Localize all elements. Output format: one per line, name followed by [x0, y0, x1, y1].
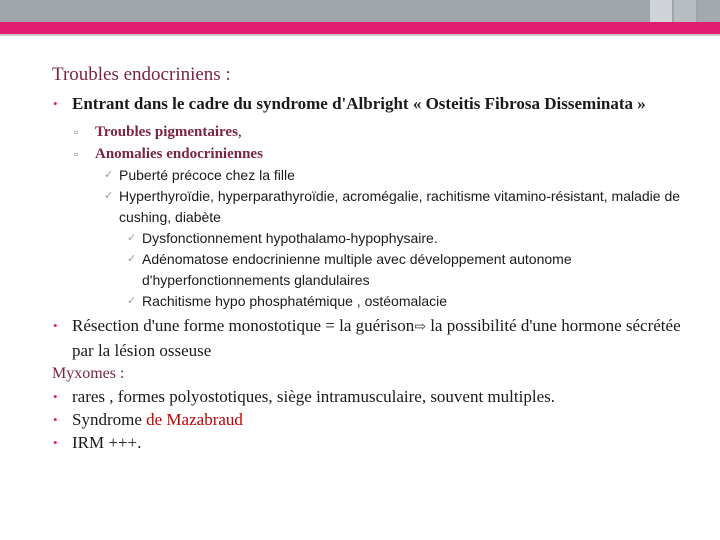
- list-item: [52, 92, 702, 115]
- list-item: [52, 228, 702, 249]
- check-icon: ✓: [127, 253, 137, 265]
- item-text: ,: [237, 124, 242, 140]
- item-text: Hyperthyroïdie, hyperparathyroïdie, acromégalie, rachitisme vitamino-résistant, maladie de cushing, diabète: [119, 188, 681, 225]
- list-item: [52, 143, 702, 165]
- check-icon: ✓: [104, 169, 114, 181]
- bullet-icon: •: [53, 435, 58, 450]
- header-square: [698, 0, 720, 22]
- list-item: [52, 314, 702, 362]
- arrow-right-icon: ⇨: [414, 320, 426, 335]
- list-item: [52, 121, 702, 143]
- list-item: [52, 249, 702, 291]
- check-icon: ✓: [127, 295, 137, 307]
- list-item: [52, 165, 702, 186]
- item-text: Troubles pigmentaires: [95, 124, 238, 140]
- item-text: Puberté précoce chez la fille: [119, 167, 295, 183]
- header-bar-pink: [0, 22, 720, 34]
- bullet-icon: •: [53, 318, 58, 333]
- item-text-highlight: de Mazabraud: [146, 410, 243, 429]
- item-text: Rachitisme hypo phosphatémique , ostéomalacie: [142, 293, 448, 309]
- item-text: la possibilité d'une hormone sécrétée par la lésion osseuse: [72, 316, 681, 360]
- header-divider: [0, 34, 720, 36]
- list-item: [52, 186, 702, 228]
- sub-bullet-icon: ▫: [74, 125, 79, 139]
- item-text: IRM +++.: [72, 433, 142, 452]
- check-icon: ✓: [127, 232, 137, 244]
- item-text: Adénomatose endocrinienne multiple avec développement autonome d'hyperfonctionnements glandulaires: [142, 251, 572, 288]
- check-icon: ✓: [104, 190, 114, 202]
- header-square: [674, 0, 696, 22]
- item-text: Anomalies endocriniennes: [95, 146, 263, 162]
- section-heading: Myxomes :: [52, 365, 125, 382]
- item-text: Résection d'une forme monostotique = la guérison: [72, 316, 415, 335]
- list-item: [52, 408, 702, 431]
- list-item: [52, 431, 702, 454]
- item-text: Entrant dans le cadre du syndrome d'Albright « Osteitis Fibrosa Disseminata »: [72, 94, 646, 113]
- bullet-icon: •: [53, 96, 58, 111]
- slide-body: [52, 92, 702, 454]
- header-squares: [648, 0, 720, 22]
- header-bar-grey: [0, 0, 720, 22]
- bullet-icon: •: [53, 389, 58, 404]
- item-text: Syndrome: [72, 410, 147, 429]
- header-square: [650, 0, 672, 22]
- item-text: rares , formes polyostotiques, siège intramusculaire, souvent multiples.: [72, 387, 555, 406]
- list-item: [52, 385, 702, 408]
- sub-bullet-icon: ▫: [74, 147, 79, 161]
- item-text: Dysfonctionnement hypothalamo-hypophysaire.: [142, 230, 438, 246]
- bullet-icon: •: [53, 412, 58, 427]
- slide-title: Troubles endocriniens :: [52, 64, 231, 85]
- list-item: [52, 291, 702, 312]
